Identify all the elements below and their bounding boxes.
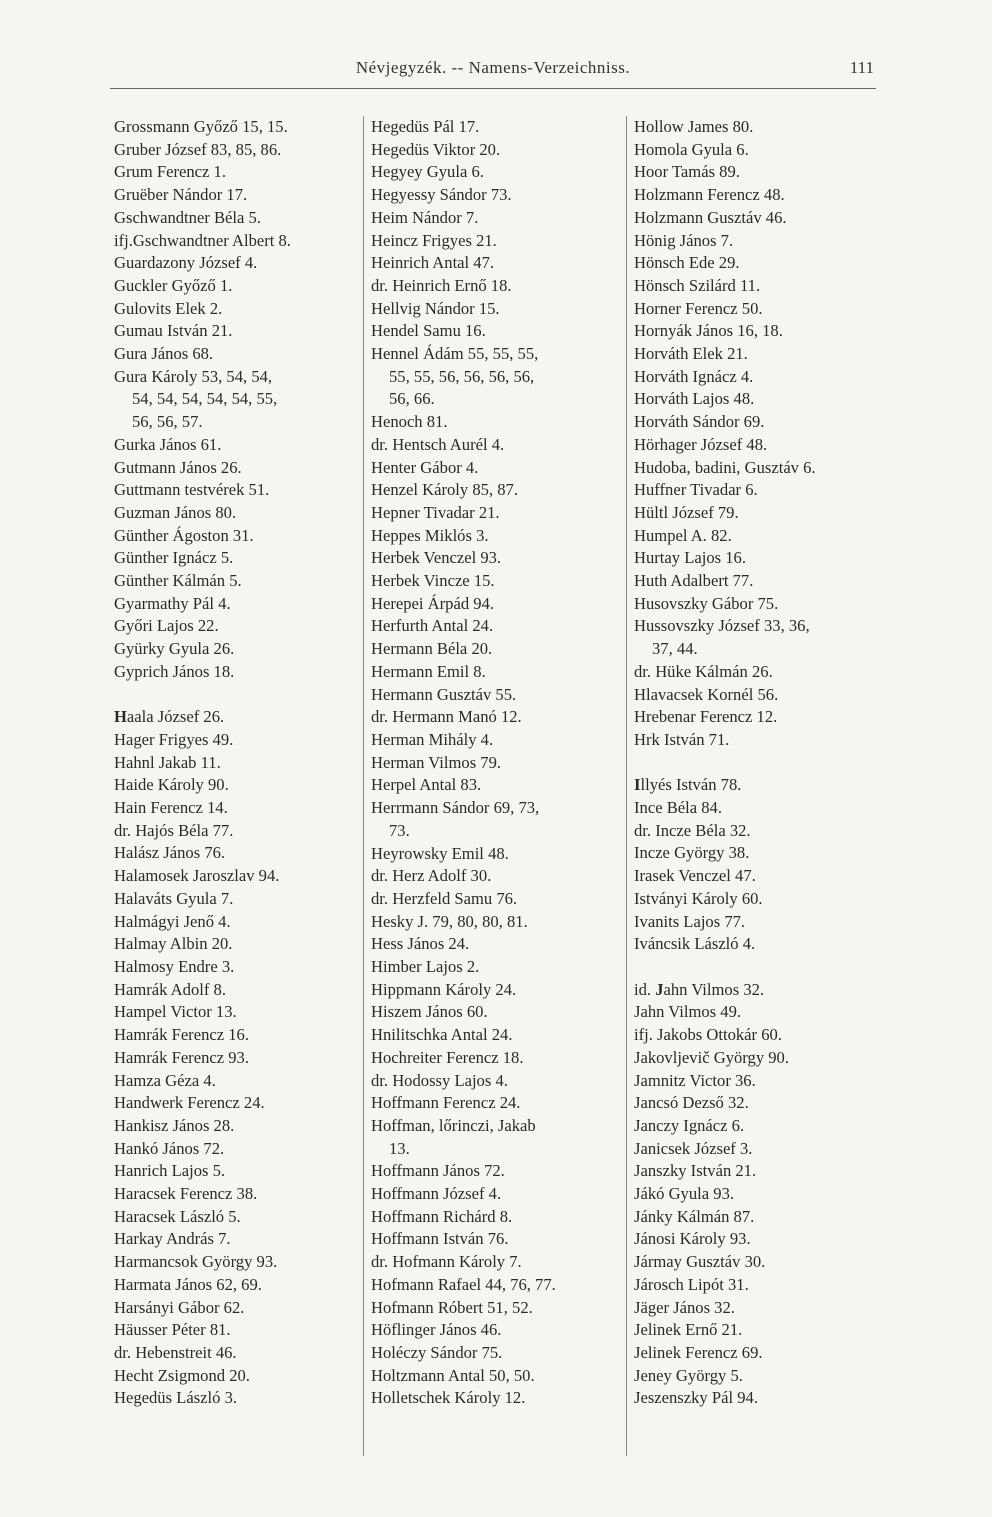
- index-entry: Hanrich Lajos 5.: [114, 1161, 226, 1181]
- index-entry: Ince Béla 84.: [634, 798, 723, 818]
- index-entry: Hochreiter Ferencz 18.: [371, 1047, 524, 1067]
- index-entry: Holéczy Sándor 75.: [371, 1342, 503, 1362]
- index-entry: Hussovszky József 33, 36,: [634, 616, 810, 636]
- index-entry: id. Jahn Vilmos 32.: [634, 979, 765, 999]
- index-entry: Horváth Elek 21.: [634, 344, 748, 364]
- index-entry: Hiszem János 60.: [371, 1002, 488, 1022]
- index-entry: Hoffmann József 4.: [371, 1184, 502, 1204]
- index-entry: Günther Ágoston 31.: [114, 525, 254, 545]
- index-entry: Henzel Károly 85, 87.: [371, 480, 518, 500]
- index-entry: Guardazony József 4.: [114, 253, 258, 273]
- index-entry: Iváncsik László 4.: [634, 934, 756, 954]
- index-entry: Hoor Tamás 89.: [634, 162, 740, 182]
- index-entry: Irasek Venczel 47.: [634, 866, 756, 886]
- index-entry: Grum Ferencz 1.: [114, 162, 226, 182]
- index-entry: Jánosi Károly 93.: [634, 1229, 751, 1249]
- index-entry: Hess János 24.: [371, 934, 470, 954]
- index-entry: Holletschek Károly 12.: [371, 1388, 526, 1408]
- index-entry: Herman Mihály 4.: [371, 729, 494, 749]
- index-entry: Hönsch Szilárd 11.: [634, 275, 761, 295]
- index-entry: Hönsch Ede 29.: [634, 253, 740, 273]
- index-entry: Jánky Kálmán 87.: [634, 1206, 755, 1226]
- header-rule: [110, 88, 876, 89]
- index-entry: Harkay András 7.: [114, 1229, 231, 1249]
- index-entry: Hermann Gusztáv 55.: [371, 684, 517, 704]
- index-entry: Hendel Samu 16.: [371, 321, 486, 341]
- index-entry: Herepei Árpád 94.: [371, 593, 495, 613]
- index-entry: Gura János 68.: [114, 344, 214, 364]
- page-header: [110, 58, 876, 88]
- index-entry: Illyés István 78.: [634, 775, 742, 795]
- index-entry: Heyrowsky Emil 48.: [371, 843, 509, 863]
- index-entry: Hegedüs László 3.: [114, 1388, 238, 1408]
- name-column-3: [634, 116, 894, 1410]
- index-entry: Jancsó Dezső 32.: [634, 1093, 749, 1113]
- index-entry: 37, 44.: [652, 639, 698, 659]
- index-entry: Gruber József 83, 85, 86.: [114, 139, 282, 159]
- index-entry: Heim Nándor 7.: [371, 207, 479, 227]
- index-entry: Győri Lajos 22.: [114, 616, 219, 636]
- name-column-1: [114, 116, 359, 1410]
- index-entry: Hankisz János 28.: [114, 1115, 235, 1135]
- index-entry: Hornyák János 16, 18.: [634, 321, 783, 341]
- index-entry: Hegyessy Sándor 73.: [371, 185, 512, 205]
- column-divider: [626, 116, 627, 1456]
- index-entry: Hamrák Ferencz 93.: [114, 1047, 249, 1067]
- index-entry: Homola Gyula 6.: [634, 139, 749, 159]
- index-entry: Herrmann Sándor 69, 73,: [371, 798, 540, 818]
- index-entry: Horváth Sándor 69.: [634, 412, 765, 432]
- section-initial: I: [634, 775, 641, 795]
- index-entry: Handwerk Ferencz 24.: [114, 1093, 265, 1113]
- index-entry: dr. Hodossy Lajos 4.: [371, 1070, 508, 1090]
- index-entry: Jäger János 32.: [634, 1297, 735, 1317]
- index-entry: Hegyey Gyula 6.: [371, 162, 484, 182]
- index-entry: Hofmann Róbert 51, 52.: [371, 1297, 533, 1317]
- index-entry: Hoffmann Richárd 8.: [371, 1206, 513, 1226]
- index-entry: Henter Gábor 4.: [371, 457, 479, 477]
- index-entry: dr. Herzfeld Samu 76.: [371, 888, 518, 908]
- index-entry: Guckler Győző 1.: [114, 275, 233, 295]
- index-entry: Heincz Frigyes 21.: [371, 230, 497, 250]
- index-entry: Istványi Károly 60.: [634, 888, 763, 908]
- index-entry: Herpel Antal 83.: [371, 775, 482, 795]
- index-entry: Hoffmann János 72.: [371, 1161, 505, 1181]
- index-entry: Himber Lajos 2.: [371, 957, 480, 977]
- index-entry: Incze György 38.: [634, 843, 750, 863]
- index-entry: Jakovljevič György 90.: [634, 1047, 790, 1067]
- index-entry: Horváth Ignácz 4.: [634, 366, 754, 386]
- index-entry: Heinrich Antal 47.: [371, 253, 495, 273]
- index-entry: Gumau István 21.: [114, 321, 233, 341]
- index-entry: Hoffman, lőrinczi, Jakab: [371, 1115, 536, 1135]
- index-entry: dr. Hermann Manó 12.: [371, 707, 522, 727]
- index-entry: Horner Ferencz 50.: [634, 298, 763, 318]
- index-entry: Hager Frigyes 49.: [114, 729, 234, 749]
- index-entry: Holzmann Gusztáv 46.: [634, 207, 787, 227]
- index-entry: Jeney György 5.: [634, 1365, 743, 1385]
- index-entry: Hermann Emil 8.: [371, 661, 486, 681]
- index-entry: Gutmann János 26.: [114, 457, 242, 477]
- index-entry: Janczy Ignácz 6.: [634, 1115, 745, 1135]
- index-entry: 73.: [389, 820, 410, 840]
- index-entry: Jahn Vilmos 49.: [634, 1002, 742, 1022]
- index-entry: 55, 55, 56, 56, 56, 56,: [389, 366, 535, 386]
- index-entry: Hofmann Rafael 44, 76, 77.: [371, 1274, 556, 1294]
- index-entry: Herbek Venczel 93.: [371, 548, 502, 568]
- index-entry: Gurka János 61.: [114, 434, 222, 454]
- index-entry: dr. Hüke Kálmán 26.: [634, 661, 773, 681]
- index-entry: Hurtay Lajos 16.: [634, 548, 746, 568]
- section-gap: [634, 956, 894, 979]
- index-entry: Hesky J. 79, 80, 80, 81.: [371, 911, 528, 931]
- index-entry: Herfurth Antal 24.: [371, 616, 494, 636]
- index-entry: dr. Hentsch Aurél 4.: [371, 434, 505, 454]
- index-entry: Jeszenszky Pál 94.: [634, 1388, 758, 1408]
- index-entry: Hermann Béla 20.: [371, 639, 493, 659]
- index-entry: Husovszky Gábor 75.: [634, 593, 779, 613]
- index-entry: 56, 66.: [389, 389, 435, 409]
- index-entry: Hlavacsek Kornél 56.: [634, 684, 779, 704]
- index-entry: 13.: [389, 1138, 410, 1158]
- index-entry: Gura Károly 53, 54, 54,: [114, 366, 273, 386]
- index-entry: Hrebenar Ferencz 12.: [634, 707, 778, 727]
- index-entry: Hippmann Károly 24.: [371, 979, 517, 999]
- index-entry: Herman Vilmos 79.: [371, 752, 502, 772]
- index-entry: dr. Hajós Béla 77.: [114, 820, 234, 840]
- index-entry: Hellvig Nándor 15.: [371, 298, 500, 318]
- index-entry: Járosch Lipót 31.: [634, 1274, 749, 1294]
- index-entry: Hain Ferencz 14.: [114, 798, 228, 818]
- index-entry: Horváth Lajos 48.: [634, 389, 755, 409]
- index-entry: Halmay Albin 20.: [114, 934, 233, 954]
- index-entry: Harmancsok György 93.: [114, 1252, 278, 1272]
- index-entry: dr. Heinrich Ernő 18.: [371, 275, 512, 295]
- index-entry: Halmosy Endre 3.: [114, 957, 235, 976]
- column-divider: [363, 116, 364, 1456]
- index-entry: Hamrák Adolf 8.: [114, 979, 226, 999]
- index-entry: ifj. Jakobs Ottokár 60.: [634, 1025, 782, 1045]
- index-entry: Hnilitschka Antal 24.: [371, 1025, 513, 1045]
- section-gap: [114, 684, 359, 707]
- index-entry: 54, 54, 54, 54, 54, 55,: [132, 389, 278, 409]
- index-entry: dr. Hofmann Károly 7.: [371, 1252, 522, 1272]
- index-entry: Hudoba, badini, Gusztáv 6.: [634, 457, 816, 477]
- index-entry: Halaváts Gyula 7.: [114, 888, 234, 908]
- index-entry: Huffner Tivadar 6.: [634, 480, 758, 500]
- index-entry: Harmata János 62, 69.: [114, 1274, 262, 1294]
- index-entry: Heppes Miklós 3.: [371, 525, 489, 545]
- index-entry: Guzman János 80.: [114, 502, 237, 522]
- index-entry: Gruëber Nándor 17.: [114, 185, 248, 205]
- index-entry: Höflinger János 46.: [371, 1320, 502, 1340]
- index-entry: Ivanits Lajos 77.: [634, 911, 746, 931]
- index-entry: ifj.Gschwandtner Albert 8.: [114, 230, 291, 250]
- index-entry: dr. Hebenstreit 46.: [114, 1342, 237, 1362]
- index-entry: Jelinek Ernő 21.: [634, 1320, 743, 1340]
- index-entry: dr. Incze Béla 32.: [634, 820, 751, 840]
- index-entry: Henoch 81.: [371, 412, 448, 432]
- section-initial: H: [114, 707, 127, 727]
- index-entry: Haala József 26.: [114, 707, 225, 727]
- index-entry: Gyürky Gyula 26.: [114, 639, 235, 659]
- index-entry: Hamrák Ferencz 16.: [114, 1025, 249, 1045]
- index-entry: Gschwandtner Béla 5.: [114, 207, 261, 227]
- index-entry: 56, 56, 57.: [132, 412, 203, 432]
- index-entry: Günther Ignácz 5.: [114, 548, 234, 568]
- index-entry: Janicsek József 3.: [634, 1138, 753, 1158]
- index-entry: Hennel Ádám 55, 55, 55,: [371, 344, 539, 364]
- index-entry: Hegedüs Viktor 20.: [371, 139, 501, 159]
- index-entry: Haracsek László 5.: [114, 1206, 241, 1226]
- index-entry: Holtzmann Antal 50, 50.: [371, 1365, 535, 1385]
- index-entry: Hamza Géza 4.: [114, 1070, 216, 1090]
- index-entry: Hahnl Jakab 11.: [114, 752, 221, 772]
- index-entry: Hoffmann István 76.: [371, 1229, 509, 1249]
- index-entry: Häusser Péter 81.: [114, 1320, 231, 1340]
- index-entry: Hoffmann Ferencz 24.: [371, 1093, 521, 1113]
- index-entry: Huth Adalbert 77.: [634, 571, 754, 591]
- index-entry: Jármay Gusztáv 30.: [634, 1252, 766, 1272]
- index-entry: Hültl József 79.: [634, 502, 739, 522]
- index-entry: Hrk István 71.: [634, 729, 730, 749]
- index-entry: dr. Herz Adolf 30.: [371, 866, 492, 886]
- index-entry: Halmágyi Jenő 4.: [114, 911, 231, 931]
- index-entry: Gyarmathy Pál 4.: [114, 593, 231, 613]
- index-entry: Hampel Victor 13.: [114, 1002, 237, 1022]
- index-entry: Hörhager József 48.: [634, 434, 768, 454]
- page-number: 111: [849, 58, 874, 77]
- index-entry: Gyprich János 18.: [114, 661, 235, 681]
- index-entry: Halamosek Jaroszlav 94.: [114, 866, 280, 886]
- index-entry: Hepner Tivadar 21.: [371, 502, 500, 522]
- index-entry: Jákó Gyula 93.: [634, 1184, 735, 1204]
- index-entry: Harsányi Gábor 62.: [114, 1297, 245, 1317]
- index-entry: Herbek Vincze 15.: [371, 571, 495, 591]
- index-entry: Hollow James 80.: [634, 117, 754, 136]
- index-entry: Humpel A. 82.: [634, 525, 732, 545]
- index-entry: Günther Kálmán 5.: [114, 571, 242, 591]
- index-entry: Hankó János 72.: [114, 1138, 225, 1158]
- name-column-2: [371, 116, 621, 1410]
- index-entry: Hegedüs Pál 17.: [371, 117, 480, 136]
- index-entry: Haide Károly 90.: [114, 775, 229, 795]
- index-entry: Holzmann Ferencz 48.: [634, 185, 785, 205]
- index-entry: Halász János 76.: [114, 843, 226, 863]
- index-entry: Gulovits Elek 2.: [114, 298, 223, 318]
- index-entry: Janszky István 21.: [634, 1161, 757, 1181]
- section-gap: [634, 752, 894, 775]
- index-entry: Jamnitz Victor 36.: [634, 1070, 756, 1090]
- index-entry: Grossmann Győző 15, 15.: [114, 117, 288, 136]
- index-entry: Guttmann testvérek 51.: [114, 480, 270, 500]
- index-entry: Hecht Zsigmond 20.: [114, 1365, 250, 1385]
- index-entry: Haracsek Ferencz 38.: [114, 1184, 258, 1204]
- running-title: Névjegyzék. -- Namens-Verzeichniss.: [355, 58, 631, 77]
- index-entry: Jelinek Ferencz 69.: [634, 1342, 763, 1362]
- section-initial: J: [655, 979, 664, 999]
- index-entry: Hönig János 7.: [634, 230, 734, 250]
